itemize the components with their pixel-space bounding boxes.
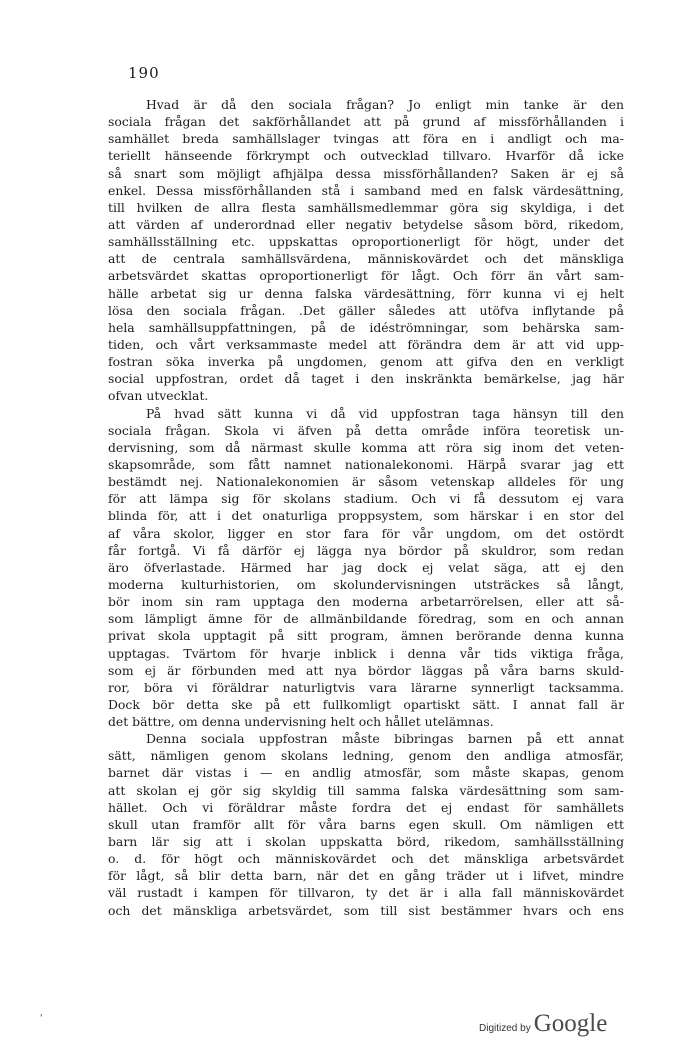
text-line: som ej är förbunden med att nya bördor läggas på våra barns skuld- (108, 662, 624, 678)
text-line: upptagas. Tvärtom för hvarje inblick i denna vår tids viktiga fråga, (108, 645, 624, 661)
text-line: enkel. Dessa missförhållanden stå i samband med en falsk värdesättning, (108, 182, 624, 198)
text-line: af våra skolor, ligger en stor fara för vår ungdom, om det ostördt (108, 525, 624, 541)
text-line: samhället breda samhällslager tvingas att föra en i andligt och ma- (108, 131, 624, 147)
text-line: att skolan ej gör sig skyldig till samma falska värdesättning som sam- (108, 782, 624, 798)
text-line: hälle arbetat sig ur denna falska värdesättning, förr kunna vi ej helt (108, 285, 624, 301)
google-logo-text: Google (533, 1010, 608, 1037)
text-line: till hvilken de allra flesta samhällsmedlemmar göra sig skyldiga, i det (108, 199, 624, 215)
text-line: På hvad sätt kunna vi då vid uppfostran taga hänsyn till den (146, 405, 624, 421)
text-line: arbetsvärdet skattas oproportionerligt för lågt. Och förr än vårt sam- (108, 268, 624, 284)
text-line: hela samhällsuppfattningen, på de idéströmningar, som behärska sam- (108, 319, 624, 335)
text-line: så snart som möjligt afhjälpa dessa missförhållanden? Saken är ej så (108, 165, 624, 181)
text-line: teriellt hänseende förkrympt och outvecklad tillvaro. Hvarför då icke (108, 148, 624, 164)
text-line: det bättre, om denna undervisning helt och hållet utelämnas. (108, 714, 494, 730)
text-line: bör inom sin ram upptaga den moderna arbetarrörelsen, eller att så- (108, 594, 624, 610)
digitized-by-label: Digitized by (479, 1023, 531, 1034)
text-line: sociala frågan. Skola vi äfven på detta område införa teoretisk un- (108, 422, 624, 438)
text-line: att värden af underordnad eller negativ betydelse såsom börd, rikedom, (108, 216, 624, 232)
text-line: skull utan framför allt för våra barns egen skull. Om nämligen ett (108, 816, 624, 832)
text-line: äro öfverlastade. Härmed har jag dock ej velat säga, att ej den (108, 559, 624, 575)
page-number: 190 (128, 64, 160, 82)
text-line: barnet där vistas i — en andlig atmosfär, som måste skapas, genom (108, 765, 624, 781)
text-line: samhällsställning etc. uppskattas oproportionerligt för högt, under det (108, 234, 624, 250)
text-line: moderna kulturhistorien, om skolundervisningen utsträckes så långt, (108, 576, 624, 592)
text-line: Denna sociala uppfostran måste bibringas barnen på ett annat (146, 731, 624, 747)
text-line: social uppfostran, ordet då taget i den inskränkta bemärkelse, jag här (108, 371, 624, 387)
digitized-by-google-watermark (479, 1010, 607, 1038)
text-line: sociala frågan det sakförhållandet att på grund af missförhållanden i (108, 114, 624, 130)
text-line: Hvad är då den sociala frågan? Jo enligt min tanke är den (146, 97, 624, 112)
text-line: blinda för, att i det onaturliga proppsystem, som härskar i en stor del (108, 508, 624, 524)
body-text (108, 96, 624, 919)
text-line: ror, böra vi föräldrar naturligtvis vara lärarne synnerligt tacksamma. (108, 679, 624, 695)
text-line: för lågt, så blir detta barn, när det en gång träder ut i lifvet, mindre (108, 868, 624, 884)
text-line: privat skola upptagit på sitt program, ämnen berörande denna kunna (108, 628, 624, 644)
text-line: bestämdt nej. Nationalekonomien är såsom vetenskap alldeles för ung (108, 474, 624, 490)
text-line: att de centrala samhällsvärdena, människovärdet och det mänskliga (108, 251, 624, 267)
text-line: sätt, nämligen genom skolans ledning, genom den andliga atmosfär, (108, 748, 624, 764)
text-line: får fortgå. Vi få därför ej lägga nya bördor på skuldror, som redan (108, 542, 624, 558)
text-line: som lämpligt ämne för de allmänbildande föredrag, som en och annan (108, 611, 624, 627)
text-line: barn lär sig att i skolan uppskatta börd, rikedom, samhällsställning (108, 834, 624, 850)
text-line: o. d. för högt och människovärdet och det mänskliga arbetsvärdet (108, 851, 624, 867)
text-line: Dock bör detta ske på ett fullkomligt opartiskt sätt. I annat fall är (108, 696, 624, 712)
text-line: tiden, och vårt verksammaste medel att förändra dem är att vid upp- (108, 336, 624, 352)
text-line: lösa den sociala frågan. .Det gäller således att utöfva inflytande på (108, 302, 624, 318)
text-line: och det mänskliga arbetsvärdet, som till sist bestämmer hvars och ens (108, 902, 624, 918)
text-line: för att lämpa sig för skolans stadium. Och vi få dessutom ej vara (108, 491, 624, 507)
margin-mark: ' (40, 1014, 43, 1024)
text-line: fostran söka inverka på ungdomen, genom att gifva den en verkligt (108, 354, 624, 370)
text-line: hället. Och vi föräldrar måste fordra det ej endast för samhällets (108, 799, 624, 815)
text-line: väl rustadt i kampen för tillvaron, ty det är i alla fall människovärdet (108, 885, 624, 901)
text-line: dervisning, som då närmast skulle komma att röra sig inom det veten- (108, 439, 624, 455)
text-line: skapsområde, som fått namnet nationalekonomi. Härpå svarar jag ett (108, 456, 624, 472)
text-line: ofvan utvecklat. (108, 388, 209, 404)
